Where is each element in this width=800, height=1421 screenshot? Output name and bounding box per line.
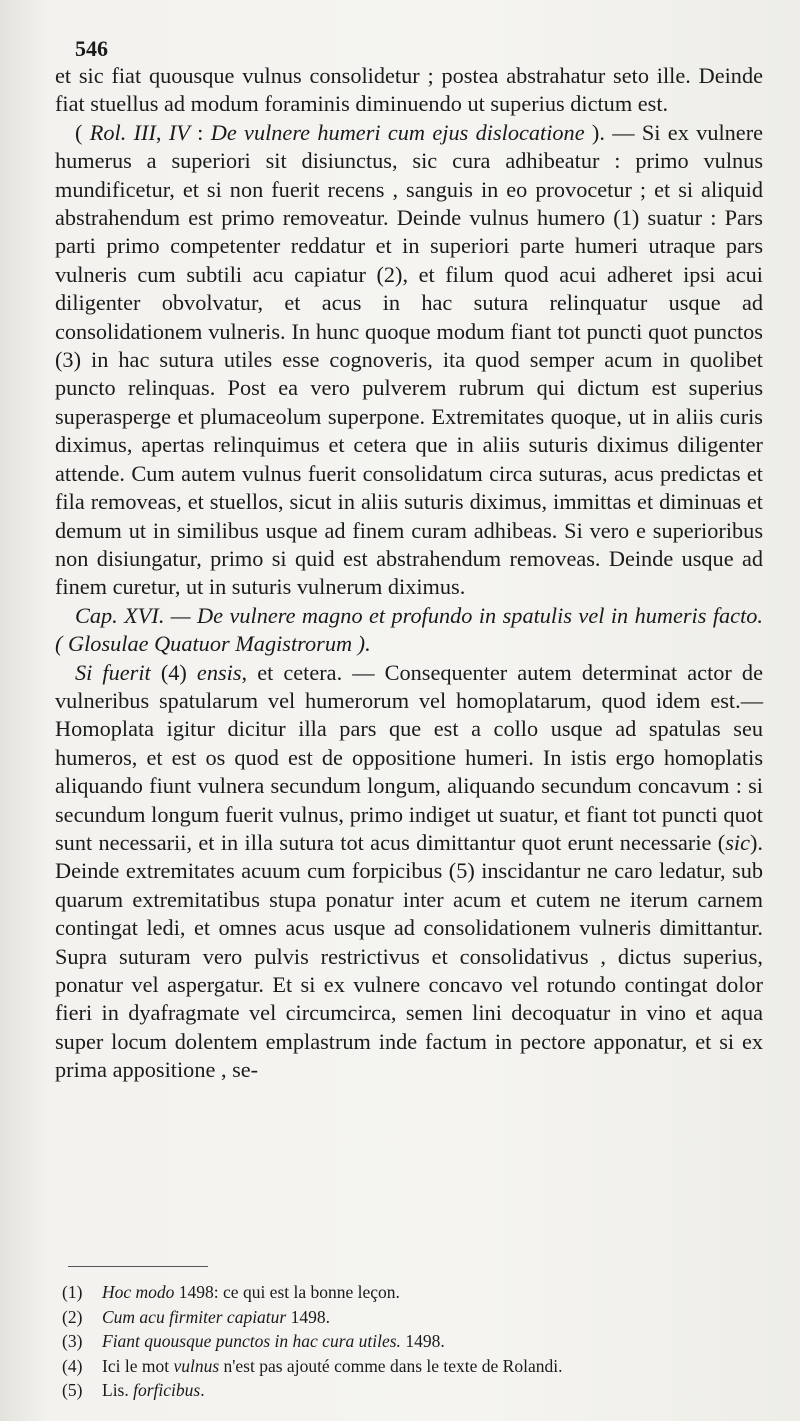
footnotes — [62, 1280, 762, 1403]
paragraph — [55, 659, 763, 1085]
chapter-heading — [55, 602, 763, 659]
text-run: ). — Si ex vulnere humerus a superiori sit disiunctus, sic cura adhibeatur : primo vulnus mundificetur, et si non fuerit recens , sanguis in eo provocetur ; et si aliquid abstrahendum est primo removeatur. Deinde vulnus humero (1) suatur : Pars parti primo competenter reddatur et in superiori parte humeri utraque pars vulneris cum subtili acu capiatur (2), et filum quod acui adheret ipsi acui diligenter obvolvatur, et acus in hac sutura relinquatur usque ad consolidationem vulneris. In hunc quoque modum fiant tot puncti quot punctos (3) in hac sutura utiles esse cognoveris, ita quod semper acum in quolibet puncto relinquas. Post ea vero pulverem rubrum qui dictum est superius superasperge et plumaceolum superpone. Extremitates quoque, ut in aliis curis diximus, apertas relinquimus et cetera que in aliis suturis diximus diligenter attende. Cum autem vulnus fuerit consolidatum circa suturas, acus predictas et fila removeas, et stuellos, sicut in aliis suturis diximus, immittas et diminuas et demum ut in similibus usque ad finem curam adhibeas. Si vero e superioribus non disiungatur, primo si quid est abstrahendum removeas. Deinde usque ad finem curetur, ut in suturis vulnerum diximus. — [55, 119, 764, 600]
italic-text: sic — [725, 829, 750, 855]
italic-text: Rol. III — [89, 119, 156, 145]
italic-text: Fiant quousque punctos in hac cura utiles. — [102, 1331, 401, 1351]
footnote-number: (1) — [62, 1282, 83, 1302]
text-run: : — [189, 119, 211, 145]
footnote-number: (5) — [62, 1380, 83, 1400]
footnote — [62, 1378, 762, 1403]
text-run: Lis. — [102, 1380, 134, 1400]
paragraph — [55, 62, 763, 119]
text-run: 1498. — [400, 1331, 445, 1351]
footnote-text — [102, 1356, 562, 1376]
text-run: n'est pas ajouté comme dans le texte de Rolandi. — [219, 1355, 563, 1376]
italic-text: Hoc modo — [102, 1282, 175, 1302]
footnote-text — [102, 1380, 205, 1400]
italic-text: Cap. XVI. — De vulnere magno et profundo in spatulis vel in humeris facto. ( Glosulae Quatuor Magistrorum ). — [55, 602, 763, 657]
footnote-rule — [68, 1266, 208, 1267]
text-run: ( — [75, 119, 90, 145]
footnote — [62, 1305, 762, 1330]
text-run: 1498. — [286, 1306, 330, 1327]
text-run: , — [155, 119, 169, 145]
paragraph — [55, 119, 763, 602]
italic-text: IV — [168, 119, 190, 145]
text-run: (4) — [150, 659, 197, 685]
text-run: 1498: ce qui est la bonne leçon. — [174, 1282, 400, 1302]
italic-text: ensis — [196, 659, 242, 685]
italic-text: Cum acu firmiter capiatur — [102, 1306, 287, 1327]
text-run: . — [200, 1380, 205, 1400]
italic-text: forficibus — [133, 1380, 201, 1400]
footnote-number: (2) — [62, 1306, 83, 1327]
footnote — [62, 1280, 762, 1305]
footnote-text — [102, 1282, 400, 1302]
text-run: , et cetera. — Consequenter autem determinat actor de vulneribus spatularum vel humerorum vel homoplatarum, quod idem est.— Homoplata igitur dicitur illa pars que est a collo usque ad spatulas seu humeros, et est os quod est de oppositione humeri. In istis ergo homoplatis aliquando fiunt vulnera secundum longum, aliquando secundum concavum : si secundum longum fuerit vulnus, primo indiget ut suatur, et fiant tot puncti quot sunt necessarii, et in illa sutura tot acus dimittantur quot erunt necessarie ( — [55, 659, 763, 855]
footnote-text — [102, 1331, 445, 1351]
italic-text: Si fuerit — [75, 659, 151, 685]
text-run: et sic fiat quousque vulnus consolidetur ; postea abstrahatur seto ille. Deinde fiat stuellus ad modum foraminis diminuendo ut superius dictum est. — [55, 63, 763, 117]
italic-text: vulnus — [173, 1355, 220, 1376]
footnote-number: (4) — [62, 1355, 83, 1376]
text-run: Ici le mot — [102, 1355, 174, 1376]
footnote — [62, 1329, 762, 1354]
main-text — [55, 62, 763, 1085]
footnote — [62, 1354, 762, 1379]
text-run: ). Deinde extremitates acuum cum forpicibus (5) inscidantur ne caro ledatur, sub quarum extremitatibus stupa ponatur inter acum et cutem ne iterum carnem contingat ledi, et omnes acus usque ad consolidationem vulneris dimittantur. Supra suturam vero pulvis restrictivus et consolidativus , dictus superius, ponatur vel aspergatur. Et si ex vulnere concavo vel rotundo contingat dolor fieri in dyafragmate vel circumcirca, semen lini decoquatur in vino et aqua super locum dolentem emplastrum inde factum in pectore apponatur, et si ex prima appositione , se- — [55, 829, 763, 1083]
page-number: 546 — [75, 36, 108, 61]
italic-text: De vulnere humeri cum ejus dislocatione — [210, 119, 585, 145]
footnote-text — [102, 1307, 330, 1327]
footnote-number: (3) — [62, 1331, 83, 1351]
